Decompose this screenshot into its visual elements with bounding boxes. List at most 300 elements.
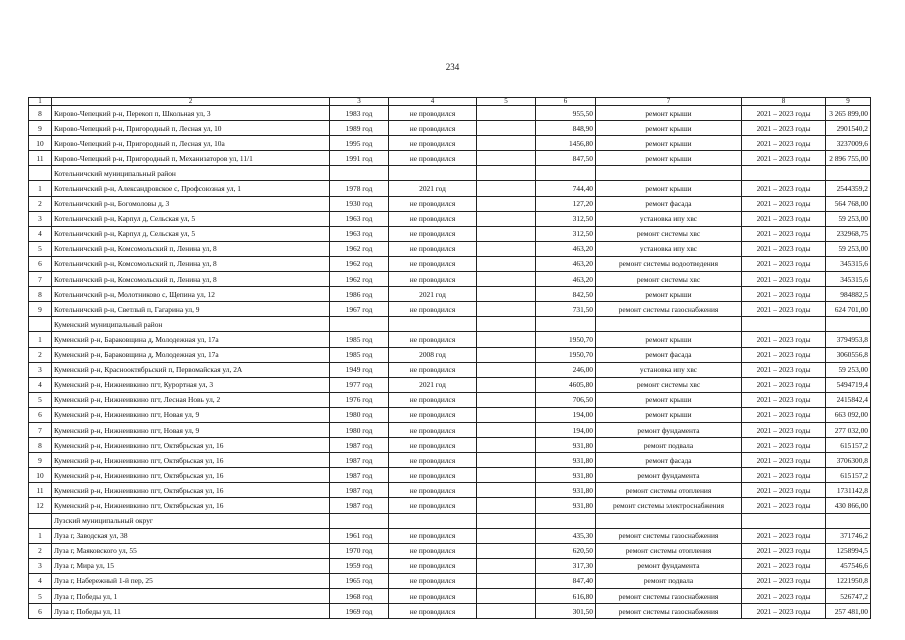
row-number: 4 [29,573,52,588]
build-year-cell: 1985 год [330,347,389,362]
period-cell: 2021 – 2023 годы [742,241,826,256]
column-5-cell [477,362,536,377]
last-repair-cell: 2021 год [389,287,477,302]
cost-cell: 564 768,00 [826,196,871,211]
address-cell: Куменский р-н, Нижнеивкино пгт, Новая ул, 9 [52,407,330,422]
last-repair-cell: не проводился [389,498,477,513]
period-cell: 2021 – 2023 годы [742,377,826,392]
build-year-cell: 1969 год [330,604,389,619]
last-repair-cell: не проводился [389,453,477,468]
area-cell: 435,30 [536,528,596,543]
cost-cell: 5494719,4 [826,377,871,392]
row-number: 7 [29,422,52,437]
table-row [29,377,871,392]
address-cell: Луза г, Заводская ул, 38 [52,528,330,543]
work-type-cell: ремонт фасада [596,453,742,468]
area-cell: 1950,70 [536,332,596,347]
district-empty-cell [330,166,389,181]
cost-cell: 984882,5 [826,287,871,302]
column-5-cell [477,589,536,604]
build-year-cell: 1949 год [330,362,389,377]
last-repair-cell: не проводился [389,211,477,226]
address-cell: Котельничский р-н, Молотниково с, Щепина ул, 12 [52,287,330,302]
address-cell: Котельничский р-н, Богомоловы д, 3 [52,196,330,211]
row-number: 1 [29,332,52,347]
table-row [29,483,871,498]
table-row [29,453,871,468]
table-row [29,181,871,196]
last-repair-cell: не проводился [389,136,477,151]
address-cell: Куменский р-н, Нижнеивкино пгт, Новая ул, 9 [52,422,330,437]
address-cell: Куменский р-н, Нижнеивкино пгт, Курортная ул, 3 [52,377,330,392]
column-number-6: 6 [536,98,596,106]
cost-cell: 1731142,8 [826,483,871,498]
address-cell: Котельничский р-н, Комсомольский п, Ленина ул, 8 [52,241,330,256]
table-row [29,573,871,588]
address-cell: Котельничский р-н, Комсомольский п, Ленина ул, 8 [52,272,330,287]
row-number: 7 [29,272,52,287]
build-year-cell: 1987 год [330,468,389,483]
cost-cell: 663 092,00 [826,407,871,422]
area-cell: 301,50 [536,604,596,619]
column-5-cell [477,196,536,211]
district-empty-cell [477,317,536,332]
last-repair-cell: не проводился [389,483,477,498]
area-cell: 847,50 [536,151,596,166]
work-type-cell: ремонт крыши [596,407,742,422]
last-repair-cell: не проводился [389,589,477,604]
work-type-cell: ремонт крыши [596,287,742,302]
cost-cell: 59 253,00 [826,362,871,377]
build-year-cell: 1962 год [330,241,389,256]
period-cell: 2021 – 2023 годы [742,287,826,302]
cost-cell: 59 253,00 [826,211,871,226]
area-cell: 312,50 [536,211,596,226]
last-repair-cell: не проводился [389,226,477,241]
build-year-cell: 1991 год [330,151,389,166]
work-type-cell: установка ипу хвс [596,241,742,256]
district-empty-cell [477,513,536,528]
column-5-cell [477,438,536,453]
table-row [29,151,871,166]
column-number-row [29,98,871,106]
table-row [29,543,871,558]
period-cell: 2021 – 2023 годы [742,453,826,468]
row-number: 9 [29,121,52,136]
last-repair-cell: 2008 год [389,347,477,362]
district-empty-cell [742,513,826,528]
cost-cell: 345315,6 [826,256,871,271]
area-cell: 1456,80 [536,136,596,151]
row-number: 5 [29,392,52,407]
address-cell: Кирово-Чепецкий р-н, Перекоп п, Школьная ул, 3 [52,106,330,121]
column-number-5: 5 [477,98,536,106]
district-empty-cell [596,317,742,332]
period-cell: 2021 – 2023 годы [742,362,826,377]
period-cell: 2021 – 2023 годы [742,483,826,498]
area-cell: 848,90 [536,121,596,136]
column-5-cell [477,558,536,573]
cost-cell: 3 265 899,00 [826,106,871,121]
table-row [29,256,871,271]
row-number: 2 [29,347,52,362]
work-type-cell: ремонт фундамента [596,468,742,483]
column-5-cell [477,377,536,392]
area-cell: 317,30 [536,558,596,573]
table-row [29,438,871,453]
row-number: 8 [29,287,52,302]
period-cell: 2021 – 2023 годы [742,226,826,241]
column-5-cell [477,181,536,196]
address-cell: Куменский р-н, Нижнеивкино пгт, Октябрьская ул, 16 [52,483,330,498]
area-cell: 955,50 [536,106,596,121]
period-cell: 2021 – 2023 годы [742,407,826,422]
work-type-cell: ремонт системы водоотведения [596,256,742,271]
table-row [29,422,871,437]
row-number: 5 [29,589,52,604]
work-type-cell: ремонт подвала [596,438,742,453]
work-type-cell: ремонт крыши [596,136,742,151]
table-row [29,604,871,619]
column-5-cell [477,498,536,513]
period-cell: 2021 – 2023 годы [742,256,826,271]
build-year-cell: 1995 год [330,136,389,151]
address-cell: Кирово-Чепецкий р-н, Пригородный п, Лесная ул, 10а [52,136,330,151]
work-type-cell: ремонт крыши [596,151,742,166]
build-year-cell: 1977 год [330,377,389,392]
period-cell: 2021 – 2023 годы [742,302,826,317]
build-year-cell: 1930 год [330,196,389,211]
table-row [29,211,871,226]
build-year-cell: 1985 год [330,332,389,347]
work-type-cell: ремонт подвала [596,573,742,588]
last-repair-cell: не проводился [389,302,477,317]
last-repair-cell: не проводился [389,558,477,573]
cost-cell: 615157,2 [826,468,871,483]
column-number-9: 9 [826,98,871,106]
cost-cell: 430 866,00 [826,498,871,513]
area-cell: 931,80 [536,498,596,513]
work-type-cell: установка ипу хвс [596,362,742,377]
page-number: 234 [445,62,460,72]
table-row [29,241,871,256]
work-type-cell: ремонт системы хвс [596,377,742,392]
row-number: 10 [29,136,52,151]
build-year-cell: 1983 год [330,106,389,121]
period-cell: 2021 – 2023 годы [742,558,826,573]
build-year-cell: 1965 год [330,573,389,588]
column-5-cell [477,453,536,468]
period-cell: 2021 – 2023 годы [742,347,826,362]
district-empty-cell [389,166,477,181]
area-cell: 842,50 [536,287,596,302]
area-cell: 1950,70 [536,347,596,362]
column-5-cell [477,392,536,407]
column-5-cell [477,573,536,588]
column-number-1: 1 [29,98,52,106]
district-empty-cell [826,166,871,181]
row-number: 2 [29,543,52,558]
row-number: 6 [29,407,52,422]
period-cell: 2021 – 2023 годы [742,332,826,347]
area-cell: 463,20 [536,241,596,256]
work-type-cell: ремонт фасада [596,196,742,211]
work-type-cell: ремонт системы хвс [596,272,742,287]
cost-cell: 3794953,8 [826,332,871,347]
column-5-cell [477,347,536,362]
address-cell: Котельничский р-н, Светлый п, Гагарина ул, 9 [52,302,330,317]
cost-cell: 3706300,8 [826,453,871,468]
area-cell: 194,00 [536,422,596,437]
column-5-cell [477,543,536,558]
work-type-cell: ремонт системы отопления [596,483,742,498]
table-row [29,347,871,362]
period-cell: 2021 – 2023 годы [742,106,826,121]
cost-cell: 3237009,6 [826,136,871,151]
row-number: 3 [29,558,52,573]
row-number: 11 [29,483,52,498]
cost-cell: 457546,6 [826,558,871,573]
area-cell: 194,00 [536,407,596,422]
address-cell: Котельничский р-н, Александровское с, Профсоюзная ул, 1 [52,181,330,196]
period-cell: 2021 – 2023 годы [742,528,826,543]
table-row [29,121,871,136]
table-row [29,528,871,543]
column-5-cell [477,151,536,166]
cost-cell: 345315,6 [826,272,871,287]
column-5-cell [477,272,536,287]
area-cell: 463,20 [536,272,596,287]
table-row [29,498,871,513]
build-year-cell: 1963 год [330,226,389,241]
column-5-cell [477,241,536,256]
row-number: 1 [29,181,52,196]
column-5-cell [477,256,536,271]
column-5-cell [477,106,536,121]
work-type-cell: ремонт крыши [596,392,742,407]
work-type-cell: ремонт системы газоснабжения [596,528,742,543]
row-number: 2 [29,196,52,211]
cost-cell: 257 481,00 [826,604,871,619]
table-row [29,287,871,302]
column-5-cell [477,211,536,226]
table-row [29,302,871,317]
last-repair-cell: не проводился [389,407,477,422]
area-cell: 847,40 [536,573,596,588]
cost-cell: 615157,2 [826,438,871,453]
build-year-cell: 1986 год [330,287,389,302]
row-number: 4 [29,377,52,392]
last-repair-cell: не проводился [389,543,477,558]
table-row [29,468,871,483]
area-cell: 246,00 [536,362,596,377]
area-cell: 931,80 [536,438,596,453]
column-number-2: 2 [52,98,330,106]
column-5-cell [477,136,536,151]
table-row [29,272,871,287]
period-cell: 2021 – 2023 годы [742,498,826,513]
last-repair-cell: 2021 год [389,181,477,196]
period-cell: 2021 – 2023 годы [742,604,826,619]
cost-cell: 3060556,8 [826,347,871,362]
column-5-cell [477,468,536,483]
last-repair-cell: не проводился [389,392,477,407]
district-empty-cell [536,317,596,332]
work-type-cell: ремонт крыши [596,121,742,136]
area-cell: 931,80 [536,468,596,483]
column-number-8: 8 [742,98,826,106]
last-repair-cell: 2021 год [389,377,477,392]
cost-cell: 624 701,00 [826,302,871,317]
area-cell: 706,50 [536,392,596,407]
cost-cell: 1258994,5 [826,543,871,558]
column-number-7: 7 [596,98,742,106]
district-empty-cell [742,166,826,181]
address-cell: Куменский р-н, Краснооктябрьский п, Первомайская ул, 2А [52,362,330,377]
last-repair-cell: не проводился [389,196,477,211]
build-year-cell: 1970 год [330,543,389,558]
address-cell: Котельничский р-н, Карпул д, Сельская ул, 5 [52,211,330,226]
cost-cell: 2901540,2 [826,121,871,136]
build-year-cell: 1987 год [330,498,389,513]
repair-program-table [28,97,871,619]
address-cell: Луза г, Мира ул, 15 [52,558,330,573]
area-cell: 127,20 [536,196,596,211]
address-cell: Кирово-Чепецкий р-н, Пригородный п, Механизаторов ул, 11/1 [52,151,330,166]
cost-cell: 2 896 755,00 [826,151,871,166]
column-5-cell [477,287,536,302]
period-cell: 2021 – 2023 годы [742,151,826,166]
period-cell: 2021 – 2023 годы [742,438,826,453]
build-year-cell: 1959 год [330,558,389,573]
address-cell: Луза г, Победы ул, 11 [52,604,330,619]
row-number: 12 [29,498,52,513]
build-year-cell: 1989 год [330,121,389,136]
work-type-cell: ремонт фундамента [596,422,742,437]
period-cell: 2021 – 2023 годы [742,543,826,558]
address-cell: Котельничский р-н, Карпул д, Сельская ул, 5 [52,226,330,241]
table-row [29,106,871,121]
row-number: 4 [29,226,52,241]
row-number: 6 [29,604,52,619]
last-repair-cell: не проводился [389,362,477,377]
district-empty-cell [389,513,477,528]
last-repair-cell: не проводился [389,528,477,543]
table-row [29,589,871,604]
period-cell: 2021 – 2023 годы [742,272,826,287]
area-cell: 312,50 [536,226,596,241]
table-row [29,392,871,407]
last-repair-cell: не проводился [389,332,477,347]
work-type-cell: ремонт системы газоснабжения [596,604,742,619]
district-empty-cell [596,166,742,181]
column-5-cell [477,226,536,241]
district-spacer-cell [29,513,52,528]
last-repair-cell: не проводился [389,438,477,453]
work-type-cell: ремонт системы газоснабжения [596,589,742,604]
column-5-cell [477,528,536,543]
table-row [29,196,871,211]
area-cell: 731,50 [536,302,596,317]
address-cell: Куменский р-н, Нижнеивкино пгт, Лесная Новь ул, 2 [52,392,330,407]
row-number: 1 [29,528,52,543]
row-number: 3 [29,362,52,377]
cost-cell: 1221950,8 [826,573,871,588]
district-name: Котельничский муниципальный район [52,166,330,181]
work-type-cell: ремонт системы отопления [596,543,742,558]
column-5-cell [477,407,536,422]
district-empty-cell [477,166,536,181]
last-repair-cell: не проводился [389,106,477,121]
build-year-cell: 1968 год [330,589,389,604]
period-cell: 2021 – 2023 годы [742,468,826,483]
row-number: 10 [29,468,52,483]
district-name: Куменский муниципальный район [52,317,330,332]
period-cell: 2021 – 2023 годы [742,181,826,196]
row-number: 8 [29,438,52,453]
build-year-cell: 1978 год [330,181,389,196]
district-empty-cell [742,317,826,332]
area-cell: 616,80 [536,589,596,604]
period-cell: 2021 – 2023 годы [742,211,826,226]
district-empty-cell [330,513,389,528]
district-empty-cell [826,513,871,528]
table-row [29,407,871,422]
address-cell: Куменский р-н, Бараковщина д, Молодежная ул, 17а [52,347,330,362]
area-cell: 4605,80 [536,377,596,392]
last-repair-cell: не проводился [389,121,477,136]
district-empty-cell [826,317,871,332]
last-repair-cell: не проводился [389,272,477,287]
work-type-cell: установка ипу хвс [596,211,742,226]
row-number: 9 [29,453,52,468]
build-year-cell: 1987 год [330,483,389,498]
row-number: 5 [29,241,52,256]
period-cell: 2021 – 2023 годы [742,196,826,211]
period-cell: 2021 – 2023 годы [742,589,826,604]
work-type-cell: ремонт системы электроснабжения [596,498,742,513]
table-row [29,362,871,377]
district-empty-cell [389,317,477,332]
row-number: 8 [29,106,52,121]
cost-cell: 2544359,2 [826,181,871,196]
period-cell: 2021 – 2023 годы [742,573,826,588]
column-5-cell [477,604,536,619]
work-type-cell: ремонт крыши [596,181,742,196]
cost-cell: 59 253,00 [826,241,871,256]
row-number: 9 [29,302,52,317]
address-cell: Куменский р-н, Нижнеивкино пгт, Октябрьская ул, 16 [52,438,330,453]
last-repair-cell: не проводился [389,604,477,619]
address-cell: Куменский р-н, Бараковщина д, Молодежная ул, 17а [52,332,330,347]
area-cell: 931,80 [536,483,596,498]
address-cell: Куменский р-н, Нижнеивкино пгт, Октябрьская ул, 16 [52,468,330,483]
period-cell: 2021 – 2023 годы [742,121,826,136]
district-empty-cell [596,513,742,528]
row-number: 3 [29,211,52,226]
work-type-cell: ремонт крыши [596,332,742,347]
build-year-cell: 1962 год [330,272,389,287]
address-cell: Луза г, Маяковского ул, 55 [52,543,330,558]
district-empty-cell [536,513,596,528]
address-cell: Луза г, Набережный 1-й пер, 25 [52,573,330,588]
cost-cell: 2415842,4 [826,392,871,407]
build-year-cell: 1987 год [330,453,389,468]
last-repair-cell: не проводился [389,422,477,437]
build-year-cell: 1963 год [330,211,389,226]
cost-cell: 371746,2 [826,528,871,543]
build-year-cell: 1962 год [330,256,389,271]
